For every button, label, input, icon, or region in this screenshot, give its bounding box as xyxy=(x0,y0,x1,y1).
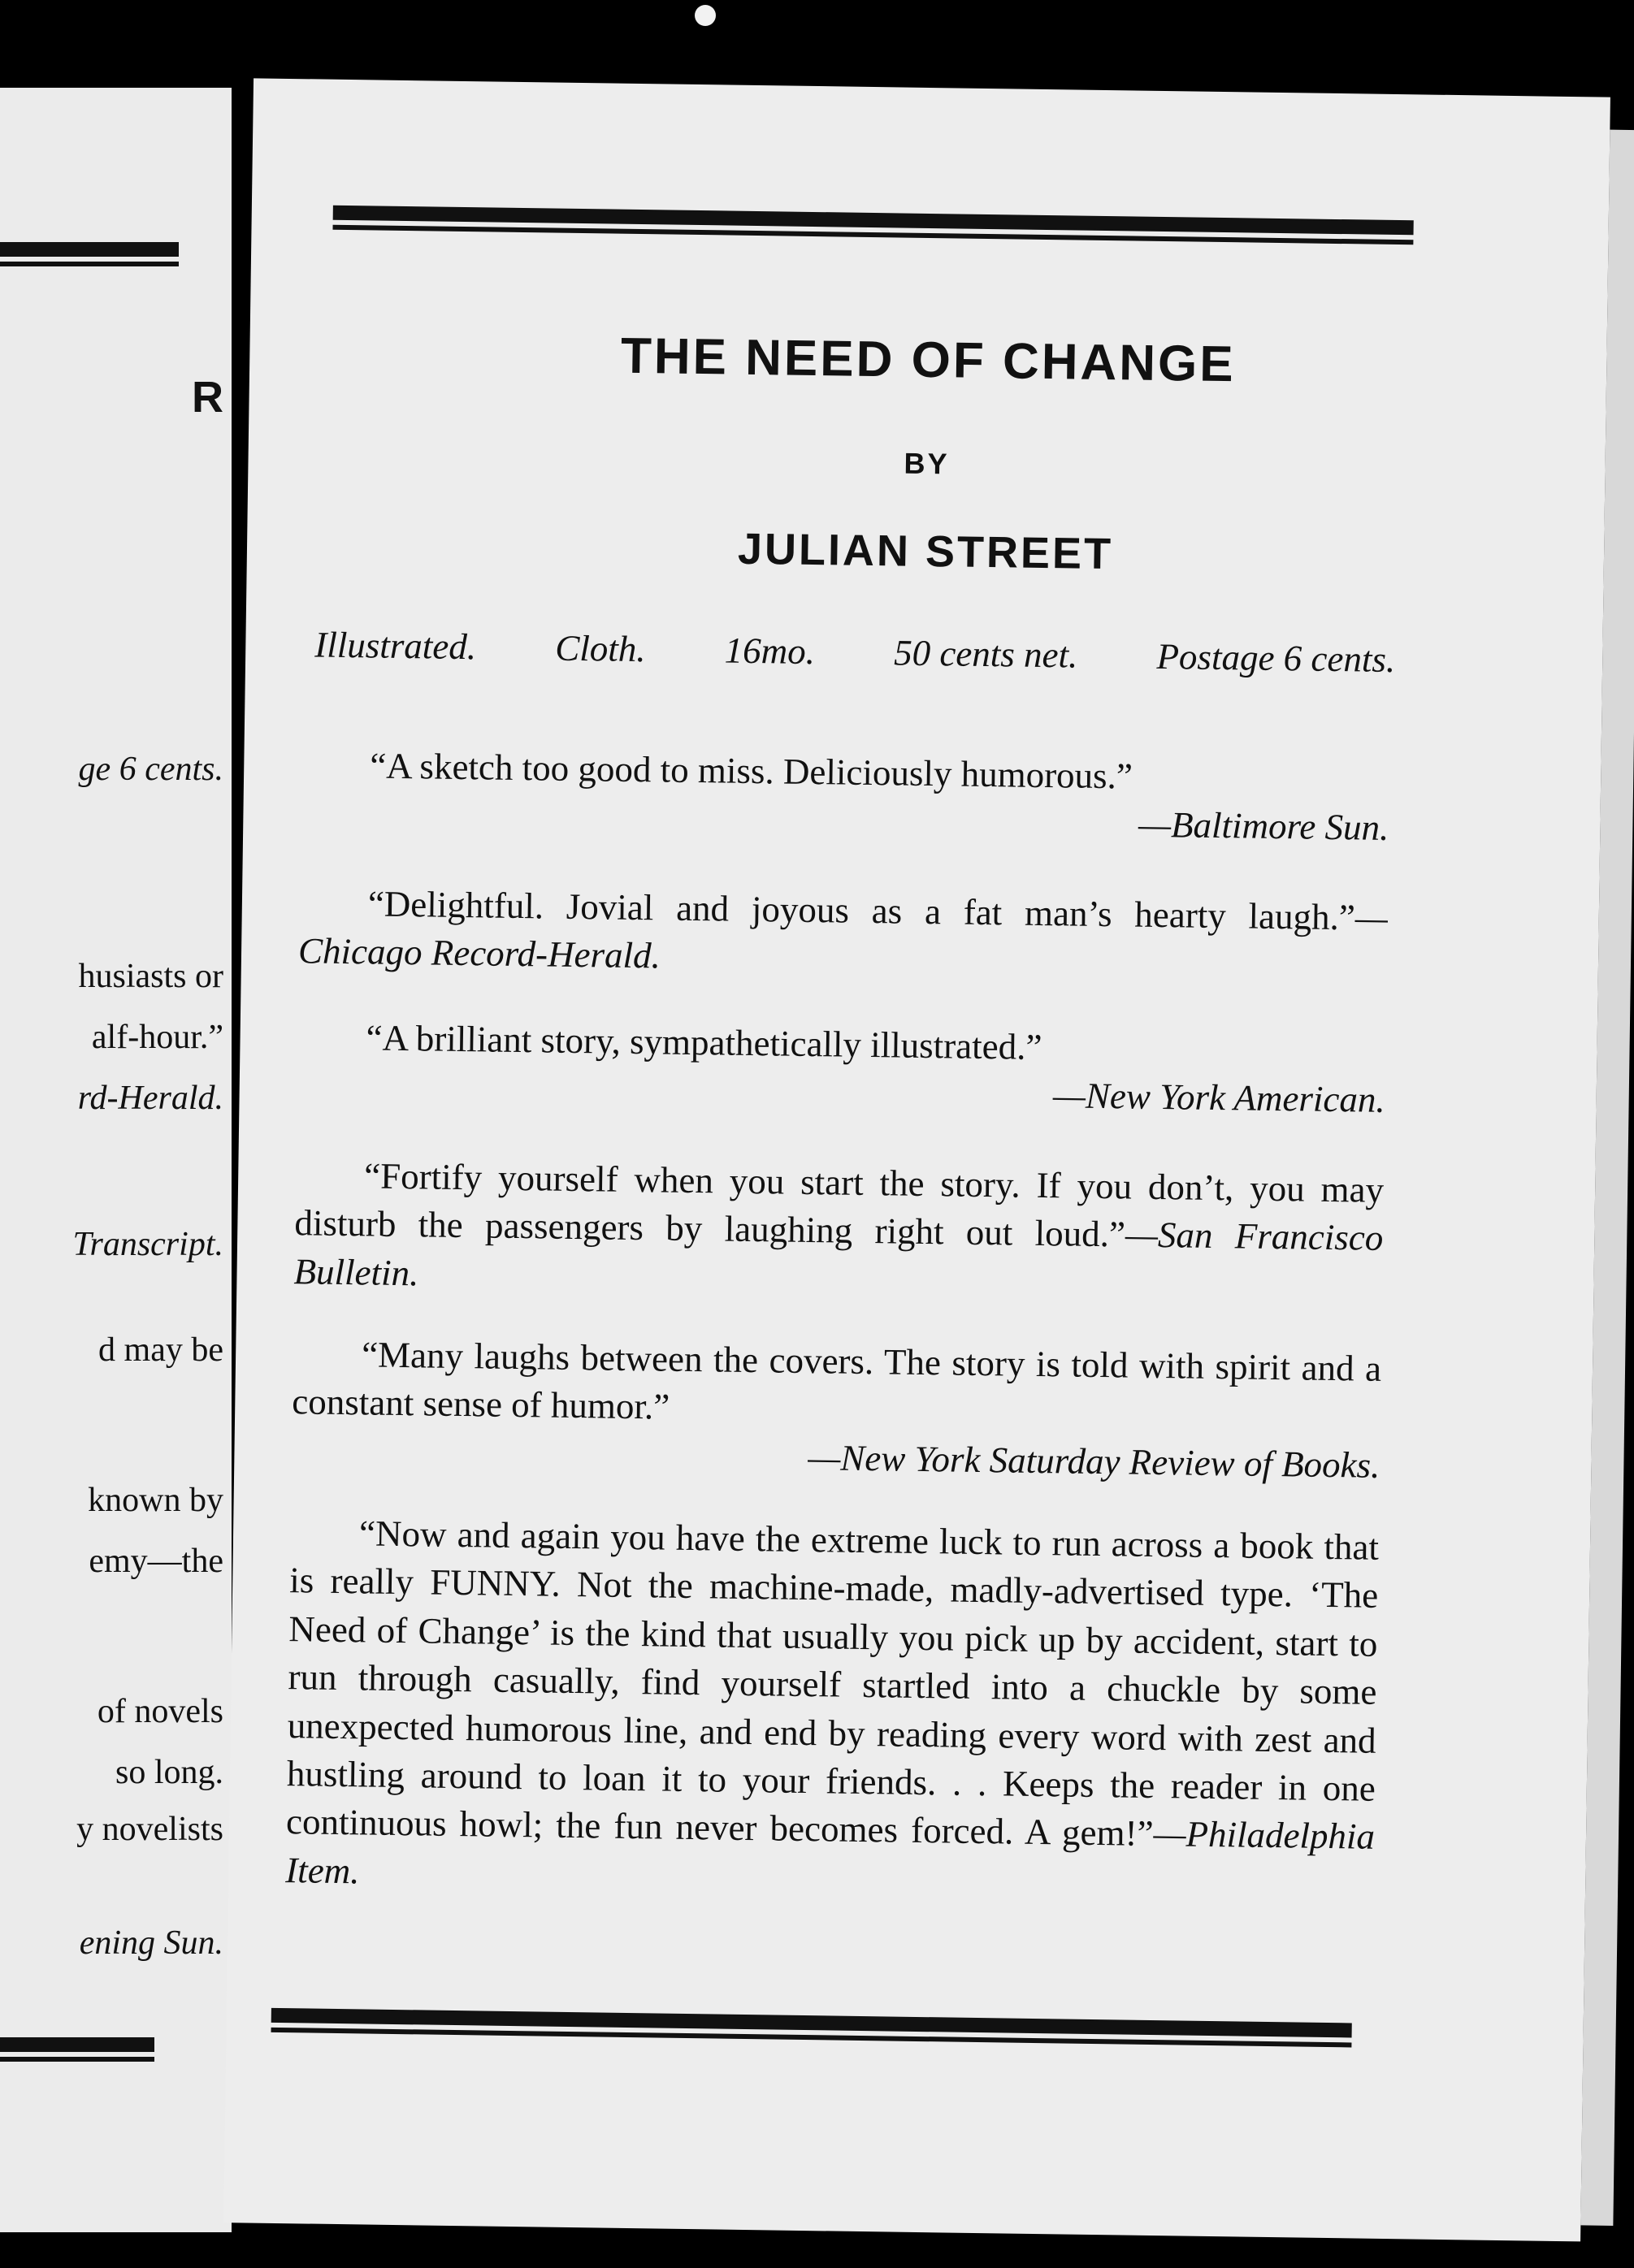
left-fragment: husiasts or xyxy=(78,958,223,995)
review-text: “Fortify yourself when you start the story. If you don’t, you may disturb the passengers by laughing right out loud.” xyxy=(294,1155,1385,1255)
detail-size: 16mo. xyxy=(724,630,816,673)
review-text: “Many laughs between the covers. The story is told with spirit and a constant sense of humor.” xyxy=(291,1334,1382,1428)
review-quote xyxy=(298,879,1389,990)
author-name: JULIAN STREET xyxy=(737,524,1114,579)
bottom-rule xyxy=(271,2008,1351,2048)
review-text: “A sketch too good to miss. Deliciously humorous.” xyxy=(369,745,1133,797)
book-details xyxy=(314,623,1396,681)
advertisement-page xyxy=(223,78,1610,2241)
bottom-rule xyxy=(0,2037,154,2062)
left-fragment: of novels xyxy=(97,1693,223,1730)
review-quote xyxy=(293,1151,1384,1311)
review-source: —Chicago Record-Herald. xyxy=(297,897,1389,976)
top-rule xyxy=(332,206,1413,245)
left-fragment: alf-hour.” xyxy=(91,1019,223,1056)
review-source: —Philadelphia Item. xyxy=(284,1813,1376,1892)
left-fragment: Transcript. xyxy=(72,1226,223,1263)
detail-binding: Cloth. xyxy=(554,627,646,670)
review-source: —New York Saturday Review of Books. xyxy=(807,1436,1380,1486)
detail-postage: Postage 6 cents. xyxy=(1156,635,1396,681)
review-quote xyxy=(285,1508,1380,1910)
left-fragment: y novelists xyxy=(76,1811,223,1848)
left-page xyxy=(0,88,232,2232)
review-text: “A brilliant story, sympathetically illustrated.” xyxy=(366,1017,1042,1068)
left-fragment: emy—the xyxy=(89,1543,223,1580)
page-edge xyxy=(1580,130,1634,2226)
review-quote xyxy=(291,1330,1381,1490)
review-quote xyxy=(300,741,1390,852)
left-fragment: known by xyxy=(88,1482,223,1519)
review-quote xyxy=(296,1013,1386,1124)
binding-hole xyxy=(695,5,716,26)
detail-illustrated: Illustrated. xyxy=(314,624,477,668)
review-source: —Baltimore Sun. xyxy=(1138,804,1389,849)
top-rule xyxy=(0,242,179,266)
left-fragment: R xyxy=(192,373,223,422)
byline: BY xyxy=(904,446,950,481)
review-source: —San Francisco Bulletin. xyxy=(293,1214,1384,1294)
review-text: “Now and again you have the extreme luck to run across a book that is really FUNNY. Not the machine-made, madly-advertised type. ‘The Need of Change’ is the kind that usually you pick up by accident, start to run through casually, find yourself startled into a chuckle by some unexpected humorous line, and end by reading every word with zest and hustling around to loan it to your friends. . . Keeps the reader in one continuous howl; the fun never becomes forced. A gem!” xyxy=(285,1513,1380,1855)
left-fragment: so long. xyxy=(115,1754,223,1791)
left-fragment: rd-Herald. xyxy=(77,1080,223,1117)
left-fragment: d may be xyxy=(98,1331,223,1369)
detail-price: 50 cents net. xyxy=(893,632,1078,676)
book-title: THE NEED OF CHANGE xyxy=(620,327,1237,393)
left-fragment: ge 6 cents. xyxy=(78,751,223,788)
review-source: —New York American. xyxy=(1052,1075,1386,1121)
review-text: “Delightful. Jovial and joyous as a fat man’s hearty laugh.” xyxy=(367,883,1356,938)
left-fragment: ening Sun. xyxy=(79,1924,223,1962)
